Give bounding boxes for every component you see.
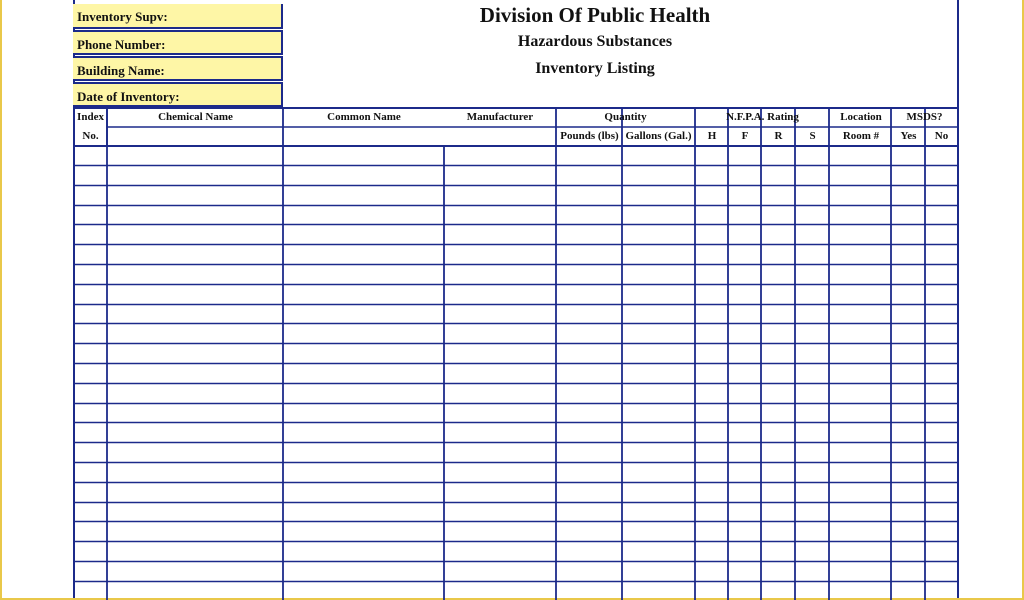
- col-header-no: No.: [82, 130, 99, 142]
- page-subtitle-2: Inventory Listing: [535, 60, 655, 77]
- col-header-nfpa-rating: N.F.P.A. Rating: [726, 111, 799, 123]
- phone-number-label: Phone Number:: [77, 37, 166, 52]
- col-header-msds: MSDS?: [906, 111, 943, 123]
- building-name-label: Building Name:: [77, 63, 165, 78]
- col-header-room: Room #: [842, 130, 880, 142]
- col-header-index: Index: [77, 111, 104, 123]
- col-header-chemical-name: Chemical Name: [158, 111, 233, 123]
- inventory-supv-label: Inventory Supv:: [77, 9, 168, 24]
- col-header-r: R: [774, 130, 783, 142]
- col-header-quantity: Quantity: [604, 111, 647, 123]
- col-header-f: F: [741, 130, 749, 142]
- page-title: Division Of Public Health: [479, 3, 711, 27]
- col-header-gallons: Gallons (Gal.): [625, 130, 692, 142]
- col-header-s: S: [809, 130, 816, 142]
- col-header-h: H: [707, 130, 717, 142]
- col-header-no-col: No: [934, 130, 949, 142]
- date-of-inventory-label: Date of Inventory:: [77, 89, 180, 104]
- col-header-location: Location: [840, 111, 882, 123]
- col-header-manufacturer: Manufacturer: [466, 111, 534, 123]
- page-subtitle: Hazardous Substances: [517, 33, 673, 50]
- col-header-common-name: Common Name: [327, 111, 401, 123]
- col-header-pounds: Pounds (lbs): [560, 130, 619, 142]
- col-header-yes: Yes: [900, 130, 917, 142]
